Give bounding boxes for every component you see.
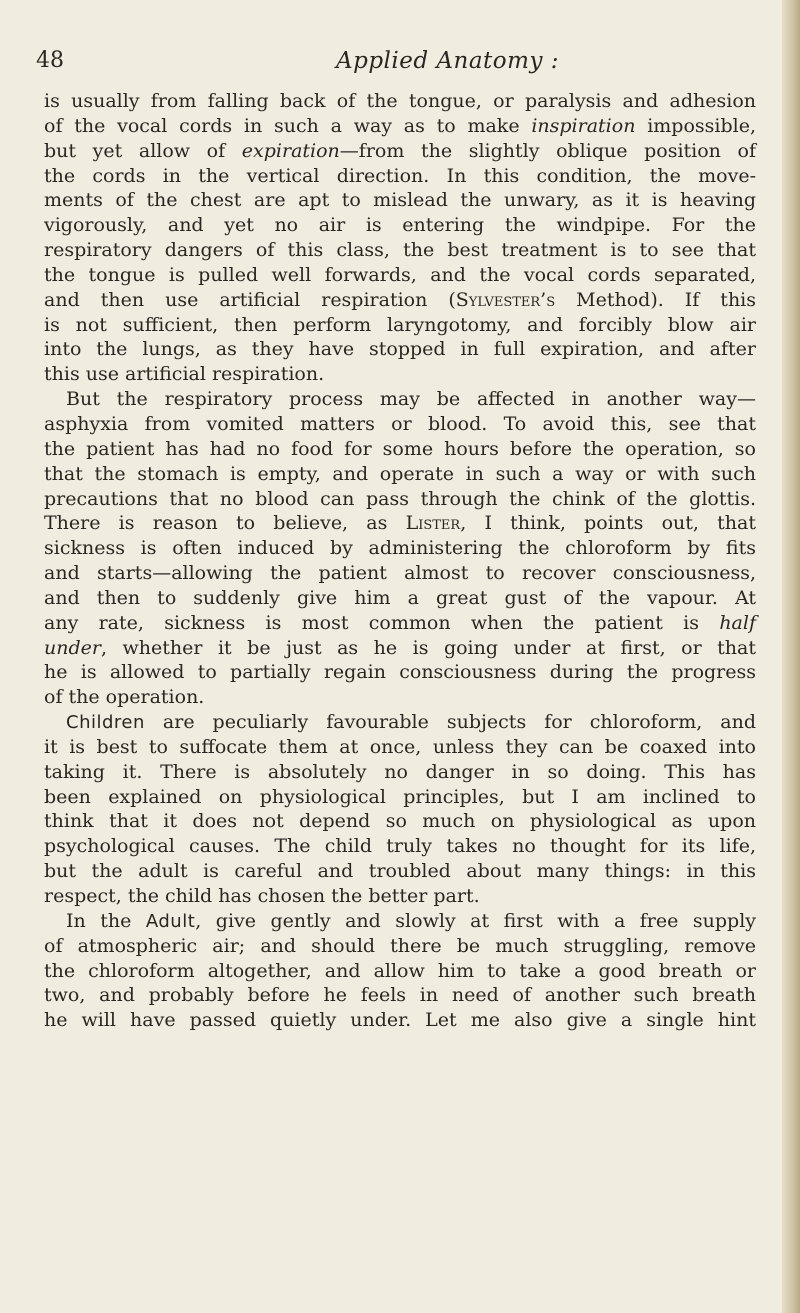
text-line — [44, 487, 756, 512]
text-segment: and then to suddenly give him a great gust of the vapour. At — [44, 586, 756, 609]
text-segment: precautions that no blood can pass through the chink of the glottis. — [44, 487, 756, 510]
text-segment: impossible, — [635, 114, 756, 137]
italic-term: half — [719, 611, 756, 634]
text-line — [44, 909, 756, 934]
author-name: Lister — [405, 512, 461, 535]
text-line — [44, 213, 756, 238]
text-segment: it is best to suffocate them at once, unless they can be coaxed into — [44, 735, 756, 758]
text-segment: the chloroform altogether, and allow him to take a good breath or — [44, 959, 756, 982]
text-segment: , I think, points out, that — [460, 512, 756, 535]
text-line — [44, 561, 756, 586]
text-segment: vigorously, and yet no air is entering the windpipe. For the — [44, 214, 756, 237]
text-line — [44, 238, 756, 263]
text-line — [44, 983, 756, 1008]
text-line — [44, 337, 756, 362]
text-segment: the patient has had no food for some hours before the operation, so — [44, 437, 756, 460]
text-segment: —from the slightly oblique position of — [339, 139, 756, 162]
text-line — [44, 362, 756, 387]
text-segment: he is allowed to partially regain consciousness during the progress — [44, 661, 756, 684]
running-title: Applied Anatomy : — [336, 48, 560, 74]
text-line — [44, 89, 756, 114]
text-segment: are peculiarly favourable subjects for chloroform, and — [144, 711, 756, 734]
text-segment: think that it does not depend so much on physiological as upon — [44, 810, 756, 833]
page-number: 48 — [36, 48, 64, 73]
text-segment: , whether it be just as he is going under at first, or that — [100, 636, 756, 659]
text-line — [44, 809, 756, 834]
text-line — [44, 934, 756, 959]
text-segment: he will have passed quietly under. Let me also give a single hint — [44, 1009, 756, 1032]
text-segment: been explained on physiological principles, but I am inclined to — [44, 785, 756, 808]
text-line — [44, 114, 756, 139]
text-segment: In the — [66, 909, 146, 932]
text-segment: and starts—allowing the patient almost to recover consciousness, — [44, 562, 756, 585]
text-segment: of the operation. — [44, 686, 205, 709]
text-segment: but yet allow of — [44, 139, 242, 162]
text-line — [44, 536, 756, 561]
text-segment: taking it. There is absolutely no danger in so doing. This has — [44, 760, 756, 783]
text-line — [44, 834, 756, 859]
text-segment: But the respiratory process may be affected in another way— — [66, 388, 756, 411]
text-line — [44, 959, 756, 984]
text-line — [44, 710, 756, 735]
text-line — [44, 288, 756, 313]
text-segment: respect, the child has chosen the better part. — [44, 885, 480, 907]
text-line — [44, 437, 756, 462]
text-segment: respiratory dangers of this class, the best treatment is to see that — [44, 239, 756, 262]
text-segment: any rate, sickness is most common when the patient is — [44, 611, 720, 634]
body-text — [44, 89, 756, 1033]
author-name: Sylvester’s — [455, 288, 556, 311]
page-header — [36, 48, 760, 82]
text-line — [44, 685, 756, 710]
italic-term: under — [44, 636, 101, 659]
text-segment: this use artificial respiration. — [44, 363, 325, 386]
text-segment: , give gently and slowly at first with a free supply — [195, 909, 756, 932]
text-segment: two, and probably before he feels in need of another such breath — [44, 984, 756, 1007]
text-segment: of the vocal cords in such a way as to make — [44, 114, 532, 137]
text-line — [44, 636, 756, 661]
text-line — [44, 586, 756, 611]
text-line — [44, 139, 756, 164]
text-segment: psychological causes. The child truly takes no thought for its life, — [44, 835, 756, 858]
text-segment: the tongue is pulled well forwards, and the vocal cords separated, — [44, 263, 756, 286]
text-line — [44, 164, 756, 189]
side-heading: Adult — [145, 910, 196, 932]
text-line — [44, 462, 756, 487]
page-edge-shadow — [782, 0, 800, 1313]
text-line — [44, 611, 756, 636]
text-line — [44, 660, 756, 685]
text-line — [44, 511, 756, 536]
side-heading: Children — [66, 712, 145, 734]
text-line — [44, 859, 756, 884]
text-line — [44, 313, 756, 338]
text-segment: into the lungs, as they have stopped in full expiration, and after — [44, 338, 756, 361]
text-line — [44, 387, 756, 412]
text-line — [44, 263, 756, 288]
italic-term: expiration — [241, 139, 340, 162]
text-segment: the cords in the vertical direction. In this condition, the move- — [44, 164, 756, 187]
text-segment: ments of the chest are apt to mislead the unwary, as it is heaving — [44, 189, 756, 212]
text-line — [44, 188, 756, 213]
text-segment: asphyxia from vomited matters or blood. To avoid this, see that — [44, 412, 756, 435]
text-line — [44, 412, 756, 437]
text-line — [44, 785, 756, 810]
text-segment: of atmospheric air; and should there be much struggling, remove — [44, 934, 756, 957]
text-line — [44, 1008, 756, 1033]
text-segment: Method). If this — [555, 288, 757, 311]
text-segment: is usually from falling back of the tongue, or paralysis and adhesion — [44, 90, 756, 112]
text-segment: is not sufficient, then perform laryngotomy, and forcibly blow air — [44, 313, 756, 336]
text-segment: There is reason to believe, as — [44, 512, 406, 535]
text-line — [44, 735, 756, 760]
text-segment: and then use artificial respiration ( — [44, 288, 456, 311]
text-segment: but the adult is careful and troubled about many things: in this — [44, 860, 756, 883]
text-segment: that the stomach is empty, and operate in such a way or with such — [44, 462, 756, 485]
text-line — [44, 884, 756, 909]
text-segment: sickness is often induced by administering the chloroform by fits — [44, 537, 756, 560]
text-line — [44, 760, 756, 785]
italic-term: inspiration — [531, 114, 636, 137]
